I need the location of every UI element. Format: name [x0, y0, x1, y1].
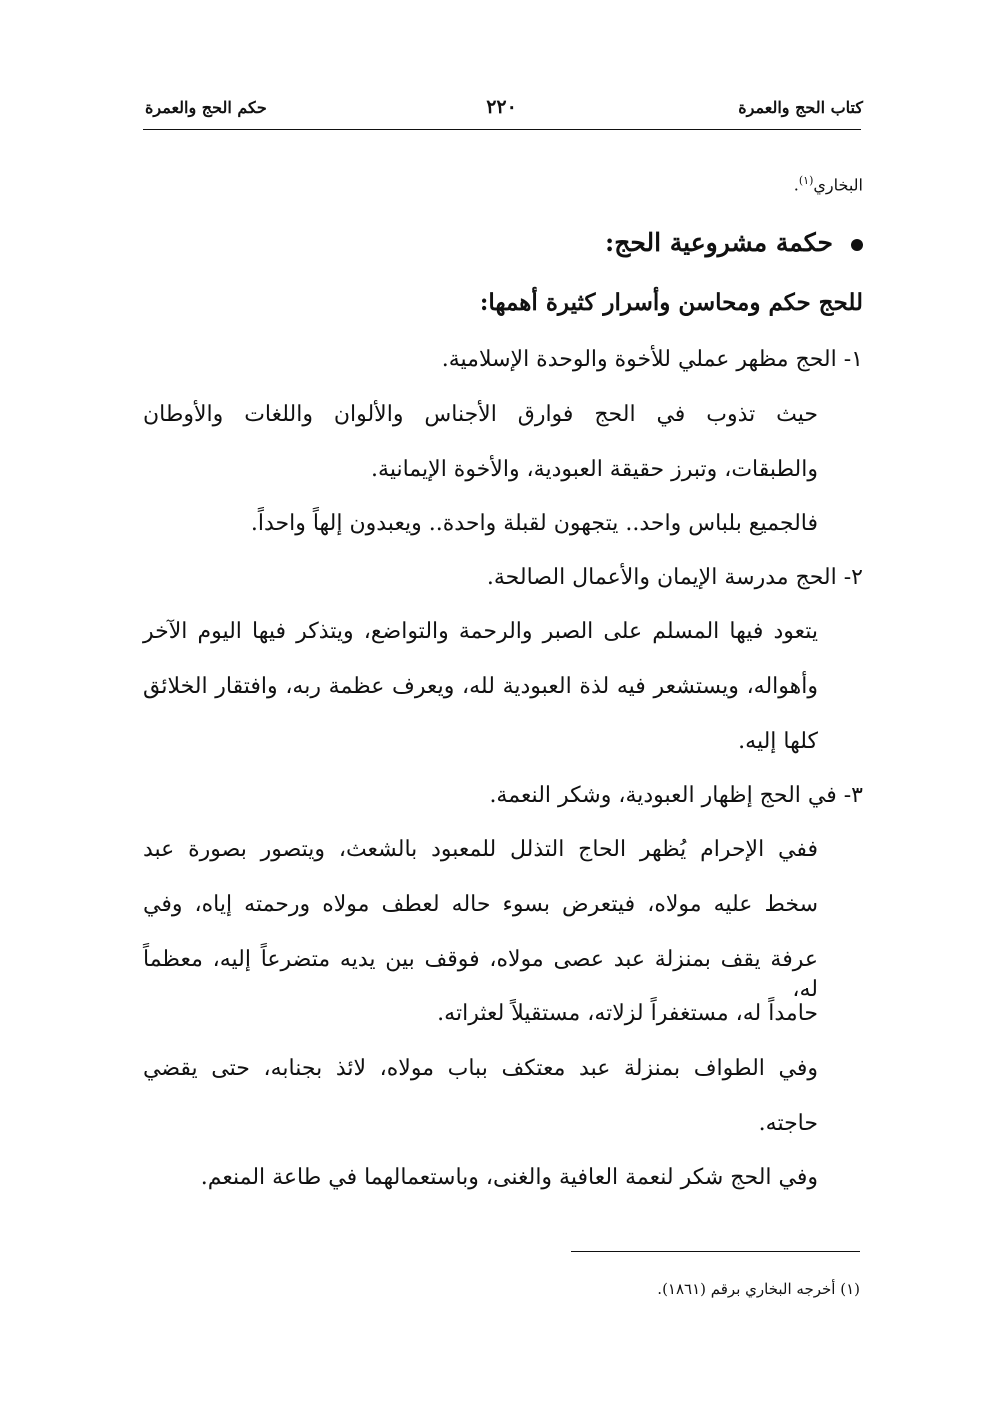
point-3-paragraph-2-line: وفي الطواف بمنزلة عبد معتكف بباب مولاه، لائذ بجنابه، حتى يقضي — [143, 1056, 818, 1081]
footnote: (١) أخرجه البخاري برقم (١٨٦١). — [657, 1280, 860, 1298]
point-1-title: ١- الحج مظهر عملي للأخوة والوحدة الإسلامية. — [441, 347, 863, 372]
point-3-paragraph-line: سخط عليه مولاه، فيتعرض بسوء حاله لعطف مولاه ورحمته إياه، وفي — [143, 892, 818, 917]
bullet-icon — [851, 239, 863, 251]
point-3-paragraph-line: حامداً له، مستغفراً لزلاته، مستقيلاً لعثراته. — [437, 1001, 818, 1026]
running-header-section-title: حكم الحج والعمرة — [145, 98, 267, 117]
footnote-divider — [571, 1251, 860, 1252]
footnote-ref: (١) — [798, 174, 814, 187]
point-1-paragraph-line: والطبقات، وتبرز حقيقة العبودية، والأخوة الإيمانية. — [371, 457, 818, 482]
point-3-paragraph-line: عرفة يقف بمنزلة عبد عصى مولاه، فوقف بين يديه متضرعاً إليه، معظماً له، — [143, 947, 818, 1002]
point-3-title: ٣- في الحج إظهار العبودية، وشكر النعمة. — [489, 783, 863, 808]
point-3-paragraph-2-line: حاجته. — [758, 1111, 818, 1136]
intro-line: للحج حكم ومحاسن وأسرار كثيرة أهمها: — [479, 289, 863, 316]
page-number: ٢٢٠ — [486, 96, 517, 118]
running-header-book-title: كتاب الحج والعمرة — [738, 98, 863, 117]
header-divider — [143, 129, 861, 130]
continued-period: . — [793, 175, 799, 195]
section-heading-text: حكمة مشروعية الحج: — [604, 228, 833, 257]
section-heading — [605, 228, 863, 258]
point-2-title: ٢- الحج مدرسة الإيمان والأعمال الصالحة. — [486, 565, 863, 590]
point-2-paragraph-line: وأهواله، ويستشعر فيه لذة العبودية لله، ويعرف عظمة ربه، وافتقار الخلائق — [143, 674, 818, 699]
point-3-paragraph-3: وفي الحج شكر لنعمة العافية والغنى، وباستعمالهما في طاعة المنعم. — [200, 1165, 818, 1190]
point-1-paragraph-line: حيث تذوب في الحج فوارق الأجناس والألوان واللغات والأوطان — [143, 402, 818, 427]
continued-text — [794, 166, 863, 200]
point-2-paragraph-line: كلها إليه. — [738, 729, 818, 754]
point-1-paragraph-2: فالجميع بلباس واحد.. يتجهون لقبلة واحدة.. ويعبدون إلهاً واحداً. — [250, 511, 818, 536]
continued-word: البخاري — [813, 175, 863, 195]
point-3-paragraph-line: ففي الإحرام يُظهر الحاج التذلل للمعبود بالشعث، ويتصور بصورة عبد — [143, 837, 818, 862]
point-2-paragraph-line: يتعود فيها المسلم على الصبر والرحمة والتواضع، ويتذكر فيها اليوم الآخر — [143, 619, 818, 644]
